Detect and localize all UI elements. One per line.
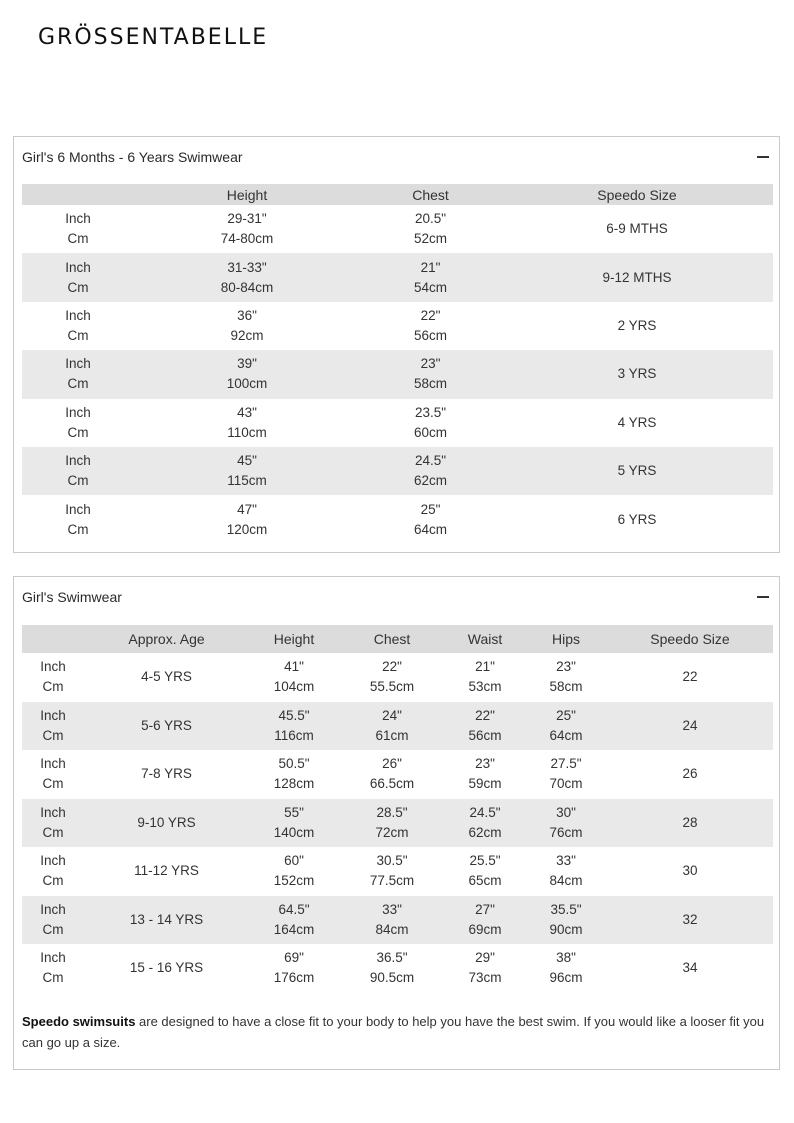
chest-cell-cm: 56cm — [413, 327, 447, 343]
speedo-size-cell: 6 YRS — [617, 511, 657, 527]
waist-cell-inch: 23" — [475, 756, 495, 772]
chest-cell-cm: 58cm — [413, 376, 447, 392]
table-row — [22, 205, 773, 253]
page-title: GRÖSSENTABELLE — [38, 25, 269, 50]
unit-cell-cm: Cm — [67, 521, 89, 537]
chest-cell — [360, 447, 501, 495]
hips-cell — [525, 847, 607, 896]
column-header: Hips — [525, 625, 607, 653]
unit-cell — [22, 302, 134, 350]
height-cell-cm: 115cm — [227, 473, 267, 489]
unit-cell — [22, 253, 134, 301]
size-table — [22, 184, 773, 544]
height-cell — [134, 399, 360, 447]
chest-cell-inch: 23" — [420, 356, 441, 372]
unit-cell — [22, 799, 84, 848]
unit-cell — [22, 896, 84, 945]
chest-cell — [360, 350, 501, 398]
height-cell — [134, 350, 360, 398]
speedo-size-cell: 2 YRS — [617, 317, 657, 333]
waist-cell — [445, 653, 525, 702]
waist-cell-cm: 56cm — [468, 727, 502, 743]
chest-cell-inch: 33" — [382, 901, 402, 917]
unit-cell-cm: Cm — [42, 873, 64, 889]
age-cell: 5-6 YRS — [84, 702, 249, 751]
hips-cell-inch: 30" — [556, 804, 576, 820]
unit-cell — [22, 447, 134, 495]
height-cell-cm: 128cm — [273, 776, 315, 792]
column-header: Approx. Age — [84, 625, 249, 653]
chest-cell-cm: 54cm — [413, 279, 447, 295]
panel-title: Girl's Swimwear — [22, 589, 122, 605]
chest-cell — [360, 495, 501, 543]
table-row — [22, 495, 773, 543]
waist-cell — [445, 750, 525, 799]
height-cell-cm: 120cm — [226, 521, 268, 537]
hips-cell-inch: 38" — [556, 950, 576, 966]
height-cell-inch: 55" — [284, 804, 304, 820]
unit-cell-inch: Inch — [40, 804, 66, 820]
unit-cell-inch: Inch — [65, 211, 91, 227]
chest-cell-inch: 23.5" — [414, 404, 447, 420]
chest-cell-inch: 20.5" — [414, 211, 447, 227]
panel-header[interactable] — [22, 577, 771, 617]
chest-cell — [360, 302, 501, 350]
chest-cell-cm: 60cm — [413, 424, 447, 440]
table-row — [22, 847, 773, 896]
height-cell-inch: 31-33" — [227, 259, 267, 275]
chest-cell — [339, 750, 445, 799]
speedo-size-cell: 34 — [682, 960, 698, 976]
chest-cell-cm: 61cm — [375, 727, 409, 743]
table-row — [22, 653, 773, 702]
unit-cell — [22, 750, 84, 799]
age-cell: 13 - 14 YRS — [84, 896, 249, 945]
waist-cell-inch: 29" — [475, 950, 495, 966]
unit-cell-cm: Cm — [42, 970, 64, 986]
unit-cell-cm: Cm — [67, 231, 89, 247]
fit-note-bold: Speedo swimsuits — [22, 1014, 136, 1029]
chest-cell-cm: 64cm — [413, 521, 447, 537]
size-chart-panel-infant — [13, 136, 780, 553]
unit-cell — [22, 847, 84, 896]
chest-cell — [360, 205, 501, 253]
hips-cell-cm: 90cm — [549, 921, 583, 937]
waist-cell-inch: 24.5" — [469, 804, 501, 820]
speedo-size-cell: 6-9 MTHS — [606, 221, 668, 237]
chest-cell-cm: 66.5cm — [369, 776, 415, 792]
height-cell — [249, 847, 339, 896]
table-row — [22, 896, 773, 945]
height-cell-inch: 60" — [284, 853, 304, 869]
hips-cell-cm: 70cm — [549, 776, 583, 792]
height-cell-cm: 92cm — [230, 327, 264, 343]
height-cell — [134, 302, 360, 350]
age-cell: 9-10 YRS — [84, 799, 249, 848]
height-cell-inch: 39" — [237, 356, 257, 372]
hips-cell-cm: 96cm — [549, 970, 583, 986]
waist-cell-cm: 59cm — [468, 776, 502, 792]
unit-cell-inch: Inch — [40, 756, 66, 772]
unit-cell — [22, 495, 134, 543]
chest-cell-cm: 72cm — [375, 824, 409, 840]
hips-cell — [525, 896, 607, 945]
chest-cell — [339, 653, 445, 702]
hips-cell — [525, 702, 607, 751]
unit-cell-cm: Cm — [67, 279, 89, 295]
height-cell — [134, 253, 360, 301]
table-row — [22, 702, 773, 751]
height-cell — [249, 944, 339, 993]
chest-cell — [339, 799, 445, 848]
height-cell-cm: 176cm — [273, 970, 315, 986]
unit-cell-inch: Inch — [40, 707, 66, 723]
hips-cell-cm: 58cm — [549, 679, 583, 695]
height-cell-inch: 47" — [237, 501, 257, 517]
height-cell-cm: 80-84cm — [220, 279, 274, 295]
unit-cell — [22, 653, 84, 702]
height-cell-cm: 164cm — [273, 921, 315, 937]
waist-cell-inch: 22" — [475, 707, 495, 723]
age-cell: 4-5 YRS — [141, 669, 192, 685]
unit-cell-inch: Inch — [65, 307, 91, 323]
height-cell — [249, 799, 339, 848]
height-cell-cm: 104cm — [273, 679, 315, 695]
column-header — [22, 625, 84, 653]
column-header: Speedo Size — [501, 184, 773, 205]
chest-cell — [339, 702, 445, 751]
height-cell-inch: 45" — [237, 453, 257, 469]
speedo-size-cell: 32 — [607, 896, 773, 945]
height-cell — [249, 896, 339, 945]
chest-cell-inch: 22" — [420, 307, 441, 323]
speedo-size-cell: 28 — [607, 799, 773, 848]
unit-cell-inch: Inch — [40, 901, 66, 917]
unit-cell — [22, 399, 134, 447]
speedo-size-cell: 4 YRS — [617, 414, 657, 430]
age-cell: 7-8 YRS — [141, 766, 192, 782]
hips-cell-inch: 23" — [556, 659, 576, 675]
waist-cell-inch: 27" — [475, 901, 495, 917]
chest-cell-inch: 25" — [420, 501, 441, 517]
speedo-size-cell: 9-12 MTHS — [501, 253, 773, 301]
unit-cell — [22, 205, 134, 253]
height-cell — [134, 447, 360, 495]
speedo-size-cell: 5 YRS — [501, 447, 773, 495]
chest-cell — [360, 399, 501, 447]
unit-cell — [22, 702, 84, 751]
panel-title: Girl's 6 Months - 6 Years Swimwear — [22, 149, 243, 165]
unit-cell-cm: Cm — [42, 727, 64, 743]
column-header: Waist — [445, 625, 525, 653]
table-row — [22, 302, 773, 350]
unit-cell — [22, 944, 84, 993]
chest-cell — [339, 944, 445, 993]
height-cell — [134, 495, 360, 543]
chest-cell — [339, 847, 445, 896]
chest-cell — [360, 253, 501, 301]
column-header: Height — [134, 184, 360, 205]
chest-cell-inch: 24.5" — [414, 453, 447, 469]
height-cell-inch: 64.5" — [278, 901, 310, 917]
unit-cell-cm: Cm — [42, 921, 64, 937]
unit-cell-cm: Cm — [67, 473, 89, 489]
chest-cell-cm: 55.5cm — [369, 679, 415, 695]
chest-cell-inch: 22" — [382, 659, 402, 675]
chest-cell — [339, 896, 445, 945]
minus-icon[interactable] — [755, 149, 771, 165]
unit-cell-cm: Cm — [67, 424, 89, 440]
chest-cell-inch: 36.5" — [376, 950, 408, 966]
height-cell-inch: 36" — [237, 307, 257, 323]
hips-cell — [525, 653, 607, 702]
chest-cell-cm: 90.5cm — [369, 970, 415, 986]
height-cell-inch: 29-31" — [227, 211, 267, 227]
unit-cell-inch: Inch — [65, 404, 91, 420]
chest-cell-inch: 24" — [382, 707, 402, 723]
column-header: Height — [249, 625, 339, 653]
height-cell — [134, 205, 360, 253]
waist-cell-inch: 25.5" — [469, 853, 501, 869]
unit-cell-cm: Cm — [67, 376, 89, 392]
hips-cell-cm: 84cm — [549, 873, 583, 889]
height-cell-cm: 74-80cm — [220, 231, 274, 247]
unit-cell-inch: Inch — [40, 950, 66, 966]
age-cell: 15 - 16 YRS — [129, 960, 204, 976]
height-cell-cm: 100cm — [226, 376, 268, 392]
unit-cell-inch: Inch — [40, 659, 66, 675]
hips-cell — [525, 799, 607, 848]
speedo-size-cell: 26 — [682, 766, 698, 782]
hips-cell-inch: 35.5" — [550, 901, 582, 917]
chest-cell-inch: 21" — [420, 259, 441, 275]
waist-cell — [445, 944, 525, 993]
table-row — [22, 253, 773, 301]
chest-cell-cm: 77.5cm — [369, 873, 415, 889]
waist-cell-cm: 62cm — [468, 824, 502, 840]
waist-cell — [445, 847, 525, 896]
column-header — [22, 184, 134, 205]
speedo-size-cell: 3 YRS — [501, 350, 773, 398]
table-row — [22, 944, 773, 993]
unit-cell-cm: Cm — [42, 824, 64, 840]
speedo-size-cell: 24 — [607, 702, 773, 751]
hips-cell-cm: 64cm — [549, 727, 583, 743]
chest-cell-cm: 84cm — [375, 921, 409, 937]
waist-cell — [445, 702, 525, 751]
unit-cell-cm: Cm — [67, 327, 89, 343]
table-row — [22, 447, 773, 495]
column-header: Chest — [339, 625, 445, 653]
unit-cell-cm: Cm — [42, 679, 64, 695]
size-table — [22, 625, 773, 993]
waist-cell-cm: 73cm — [468, 970, 502, 986]
column-header: Chest — [360, 184, 501, 205]
unit-cell-inch: Inch — [65, 356, 91, 372]
height-cell-cm: 152cm — [273, 873, 315, 889]
height-cell-inch: 43" — [237, 404, 257, 420]
hips-cell-inch: 33" — [556, 853, 576, 869]
chest-cell-inch: 28.5" — [376, 804, 408, 820]
column-header: Speedo Size — [607, 625, 773, 653]
table-row — [22, 350, 773, 398]
hips-cell-inch: 27.5" — [550, 756, 582, 772]
waist-cell — [445, 896, 525, 945]
height-cell — [249, 653, 339, 702]
chest-cell-cm: 52cm — [413, 231, 447, 247]
table-row — [22, 799, 773, 848]
waist-cell-cm: 69cm — [468, 921, 502, 937]
height-cell-cm: 110cm — [227, 424, 267, 440]
speedo-size-cell: 30 — [682, 863, 698, 879]
minus-icon[interactable] — [755, 589, 771, 605]
unit-cell-inch: Inch — [65, 453, 91, 469]
age-cell: 11-12 YRS — [134, 863, 199, 879]
waist-cell-cm: 65cm — [468, 873, 502, 889]
unit-cell-inch: Inch — [65, 501, 91, 517]
hips-cell — [525, 750, 607, 799]
chest-cell-inch: 30.5" — [376, 853, 408, 869]
unit-cell-inch: Inch — [65, 259, 91, 275]
waist-cell-inch: 21" — [475, 659, 495, 675]
height-cell — [249, 750, 339, 799]
size-chart-panel-girls — [13, 576, 780, 1070]
chest-cell-inch: 26" — [382, 756, 402, 772]
table-row — [22, 399, 773, 447]
chest-cell-cm: 62cm — [413, 473, 447, 489]
height-cell — [249, 702, 339, 751]
unit-cell-inch: Inch — [40, 853, 66, 869]
unit-cell — [22, 350, 134, 398]
height-cell-cm: 116cm — [274, 727, 314, 743]
unit-cell-cm: Cm — [42, 776, 64, 792]
height-cell-inch: 50.5" — [278, 756, 310, 772]
speedo-size-cell: 22 — [682, 669, 698, 685]
hips-cell-inch: 25" — [556, 707, 576, 723]
waist-cell — [445, 799, 525, 848]
fit-note-text: are designed to have a close fit to your body to help you have the best swim. If you would like a looser fit you can go up a size. — [22, 1014, 765, 1050]
height-cell-cm: 140cm — [273, 824, 315, 840]
height-cell-inch: 69" — [284, 950, 304, 966]
panel-header[interactable] — [22, 137, 771, 177]
height-cell-inch: 45.5" — [278, 707, 310, 723]
hips-cell-cm: 76cm — [549, 824, 583, 840]
table-row — [22, 750, 773, 799]
hips-cell — [525, 944, 607, 993]
table-header-row — [22, 184, 773, 205]
table-header-row — [22, 625, 773, 653]
fit-note — [22, 1011, 771, 1053]
height-cell-inch: 41" — [284, 659, 304, 675]
waist-cell-cm: 53cm — [468, 679, 502, 695]
